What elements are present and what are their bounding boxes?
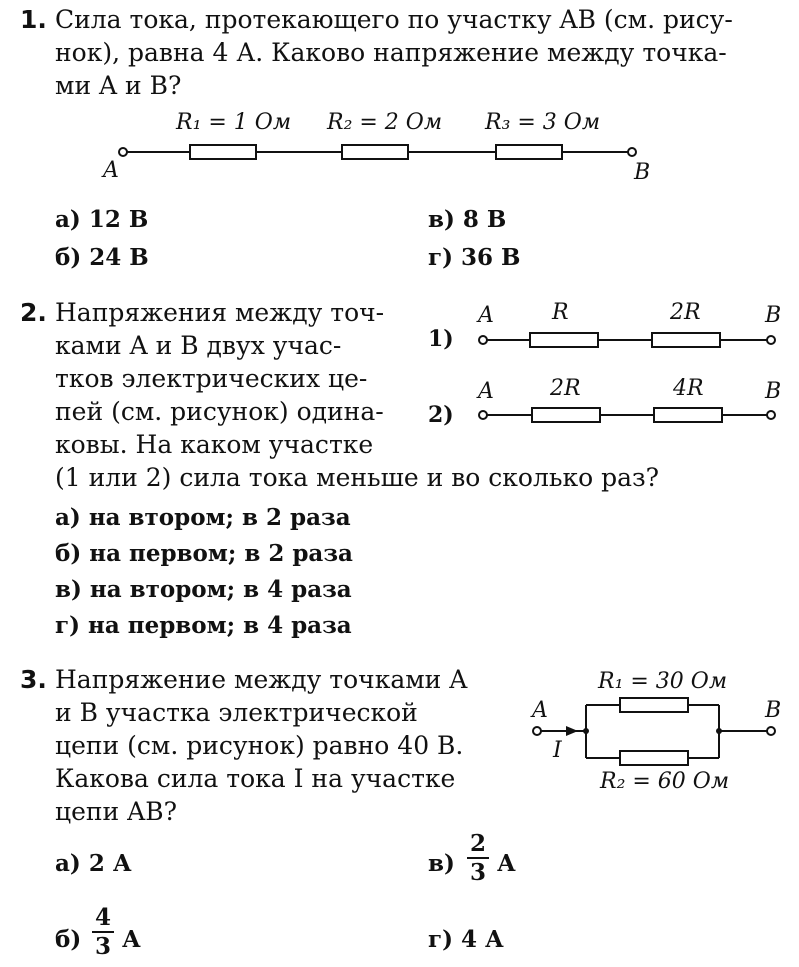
resistor-label: 4R: [673, 376, 704, 401]
option-key: б): [55, 540, 82, 567]
question-text-line: (1 или 2) сила тока меньше и во сколько раз?: [55, 463, 660, 492]
fraction-denominator: 3: [469, 859, 486, 886]
option-key: а): [55, 206, 81, 233]
option-text: 4 А: [461, 926, 504, 953]
question-text-line: Напряжение между точками A: [55, 665, 468, 694]
option-key: в): [428, 206, 455, 233]
resistor-label: 2R: [550, 376, 581, 401]
resistor-r1: [620, 698, 688, 712]
point-b-label: B: [634, 160, 651, 185]
question-text-line: и B участка электрической: [55, 698, 418, 727]
current-arrow-icon: [566, 726, 578, 736]
fraction: [467, 832, 489, 884]
option-text: 2 А: [88, 850, 132, 877]
option-text: на втором; в 4 раза: [89, 576, 352, 603]
resistor-label: 2R: [670, 300, 701, 325]
question-text-line: цепи AB?: [55, 797, 177, 826]
option-key: а): [55, 850, 81, 877]
resistor-r2-label: R₂ = 60 Ом: [600, 769, 730, 794]
circuit-index: 2): [428, 402, 454, 428]
question-text-line: ками A и B двух учас-: [55, 331, 342, 360]
question-text-line: пей (см. рисунок) одина-: [55, 397, 384, 426]
point-a-label: A: [478, 379, 494, 404]
resistor-r2: [620, 751, 688, 765]
answer-option[interactable]: [428, 928, 504, 951]
option-key: в): [55, 576, 82, 603]
option-text: 24 В: [89, 244, 149, 271]
answer-option[interactable]: [55, 852, 132, 875]
option-key: в): [428, 850, 455, 877]
question-text-line: Сила тока, протекающего по участку AB (см. рису-: [55, 5, 733, 34]
resistor-r2-label: R₂ = 2 Ом: [327, 110, 443, 135]
point-a-label: A: [103, 158, 119, 183]
circuit-index: 1): [428, 326, 454, 352]
point-b-label: B: [765, 379, 782, 404]
point-b-label: B: [765, 698, 782, 723]
point-b-label: B: [765, 303, 782, 328]
question-text-line: ковы. На каком участке: [55, 430, 374, 459]
question-text-line: ми A и B?: [55, 71, 182, 100]
fraction-numerator: 2: [469, 830, 486, 857]
current-label: I: [553, 738, 562, 763]
option-unit: А: [122, 926, 141, 953]
question-text-line: нок), равна 4 А. Каково напряжение между точка-: [55, 38, 727, 67]
question-text-line: Напряжения между точ-: [55, 298, 385, 327]
option-unit: А: [497, 850, 516, 877]
point-a-label: A: [532, 698, 548, 723]
option-key: г): [428, 244, 453, 271]
question-number: 2.: [20, 298, 47, 327]
option-key: г): [428, 926, 453, 953]
option-text: на первом; в 4 раза: [88, 612, 352, 639]
option-text: 36 В: [461, 244, 521, 271]
option-text: 12 В: [88, 206, 149, 233]
question-text-line: Какова сила тока I на участке: [55, 764, 456, 793]
option-key: б): [55, 244, 82, 271]
question-text-line: цепи (см. рисунок) равно 40 В.: [55, 731, 464, 760]
option-text: на втором; в 2 раза: [88, 504, 351, 531]
option-text: на первом; в 2 раза: [89, 540, 353, 567]
resistor-r3-label: R₃ = 3 Ом: [485, 110, 601, 135]
option-key: а): [55, 504, 81, 531]
resistor-label: R: [552, 300, 569, 325]
resistor-r1-label: R₁ = 30 Ом: [598, 669, 728, 694]
point-a-label: A: [478, 303, 494, 328]
option-text: 8 В: [462, 206, 507, 233]
option-key: б): [55, 926, 82, 953]
fraction-denominator: 3: [94, 933, 111, 960]
question-number: 1.: [20, 5, 47, 34]
option-key: г): [55, 612, 80, 639]
fraction-numerator: 4: [94, 904, 111, 931]
fraction: [92, 906, 114, 958]
question-number: 3.: [20, 665, 47, 694]
question-text-line: тков электрических це-: [55, 364, 368, 393]
resistor-r1-label: R₁ = 1 Ом: [176, 110, 292, 135]
